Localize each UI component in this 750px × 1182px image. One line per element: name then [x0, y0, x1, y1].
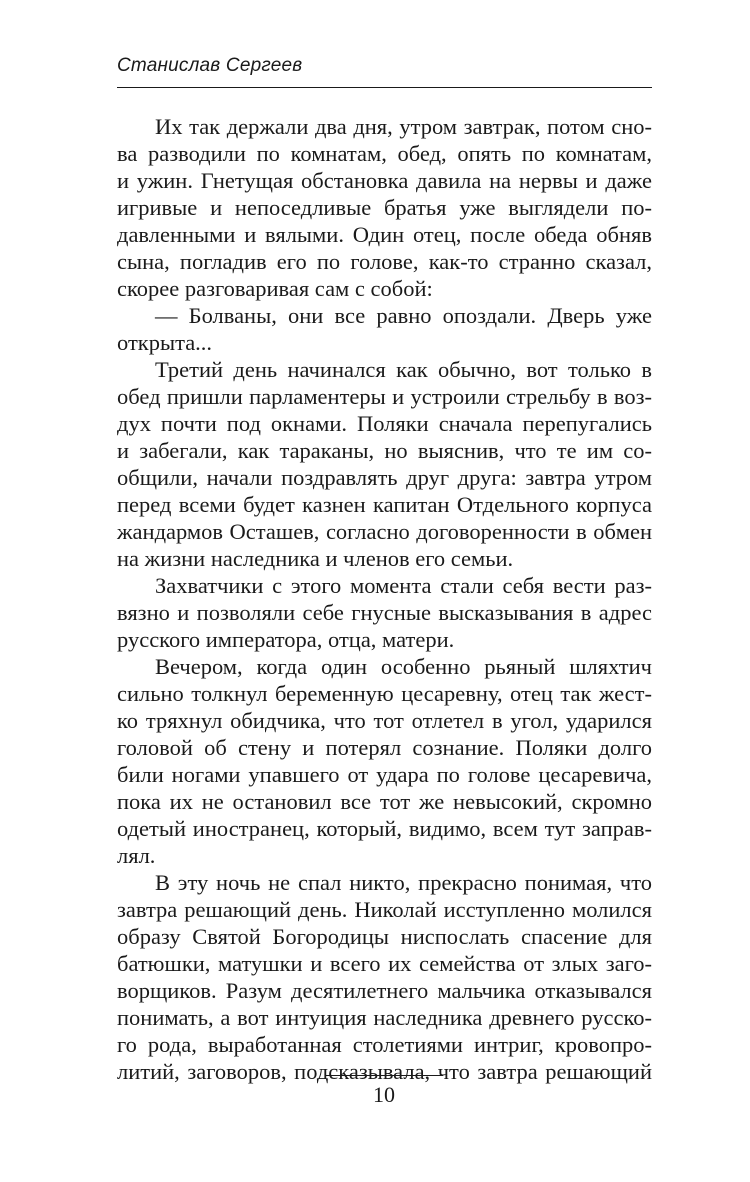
text-line: и ужин. Гнетущая обстановка давила на нервы и даже: [117, 168, 652, 193]
page-number: 10: [373, 1082, 395, 1107]
text-line: Третий день начинался как обычно, вот только в: [155, 357, 652, 382]
text-line: жандармов Осташев, согласно договоренности в обмен: [117, 519, 652, 544]
text-line: давленными и вялыми. Один отец, после обеда обняв: [117, 222, 652, 247]
text-line: ворщиков. Разум десятилетнего мальчика отказывался: [117, 978, 652, 1003]
text-line: Их так держали два дня, утром завтрак, потом сно-: [155, 114, 652, 139]
text-line: го рода, выработанная столетиями интриг, кровопро-: [117, 1032, 652, 1057]
text-line: Захватчики с этого момента стали себя вести раз-: [155, 573, 652, 598]
text-line: били ногами упавшего от удара по голове цесаревича,: [117, 762, 652, 787]
text-line: завтра решающий день. Николай исступленно молился: [117, 897, 652, 922]
text-line: вязно и позволяли себе гнусные высказывания в адрес: [117, 600, 652, 625]
text-line: Вечером, когда один особенно рьяный шляхтич: [155, 654, 652, 679]
text-line: игривые и непоседливые братья уже выглядели по-: [117, 195, 652, 220]
text-line: головой об стену и потерял сознание. Поляки долго: [117, 735, 652, 760]
text-line: лял.: [117, 843, 156, 868]
header-rule: [117, 87, 652, 88]
text-line: скорее разговаривая сам с собой:: [117, 276, 433, 301]
text-line: образу Святой Богородицы ниспослать спасение для: [117, 924, 652, 949]
text-line: общили, начали поздравлять друг друга: завтра утром: [117, 465, 652, 490]
text-line: ко тряхнул обидчика, что тот отлетел в угол, ударился: [117, 708, 652, 733]
text-line: открыта...: [117, 330, 213, 355]
text-line: пока их не остановил все тот же невысокий, скромно: [117, 789, 652, 814]
running-head-author: Станислав Сергеев: [117, 55, 303, 76]
text-line: одетый иностранец, который, видимо, всем тут заправ-: [117, 816, 652, 841]
text-line: на жизни наследника и членов его семьи.: [117, 546, 514, 571]
text-line: сильно толкнул беременную цесаревну, отец так жест-: [117, 681, 652, 706]
body-text: [117, 113, 652, 1085]
text-line: понимать, а вот интуиция наследника древнего русско-: [117, 1005, 652, 1030]
text-line: батюшки, матушки и всего их семейства от злых заго-: [117, 951, 652, 976]
text-line: — Болваны, они все равно опоздали. Дверь уже: [155, 303, 652, 328]
text-line: литий, заговоров, подсказывала, что завтра решающий: [117, 1059, 652, 1084]
text-line: сына, погладив его по голове, как-то странно сказал,: [117, 249, 652, 274]
text-line: В эту ночь не спал никто, прекрасно понимая, что: [155, 870, 652, 895]
text-line: русского императора, отца, матери.: [117, 627, 455, 652]
footer-rule: [325, 1075, 443, 1076]
text-line: перед всеми будет казнен капитан Отдельного корпуса: [117, 492, 652, 517]
text-line: ва разводили по комнатам, обед, опять по комнатам,: [117, 141, 652, 166]
text-line: и забегали, как тараканы, но выяснив, что те им со-: [117, 438, 652, 463]
text-line: дух почти под окнами. Поляки сначала перепугались: [117, 411, 652, 436]
text-line: обед пришли парламентеры и устроили стрельбу в воз-: [117, 384, 652, 409]
